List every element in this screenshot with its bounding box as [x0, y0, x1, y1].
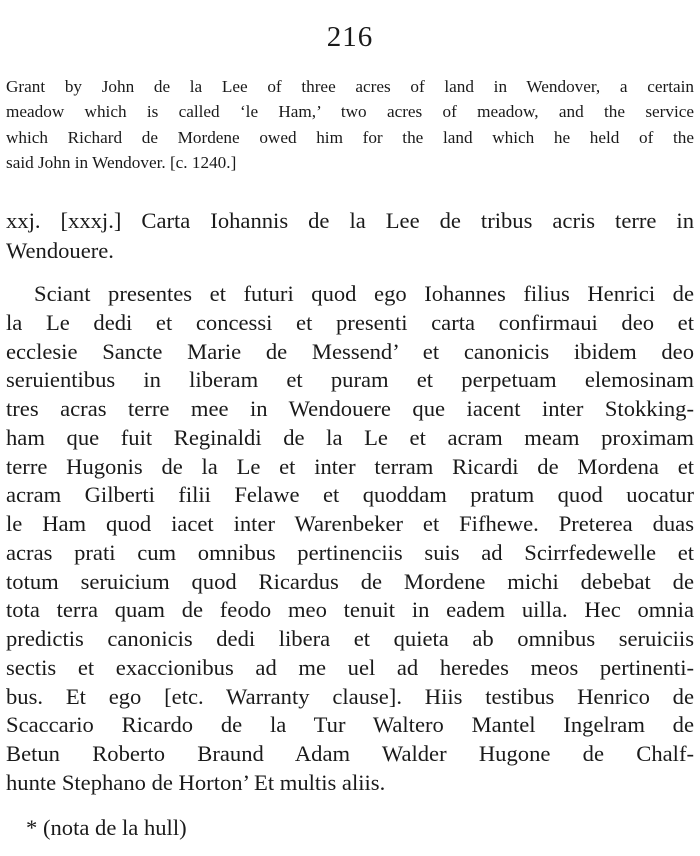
charter-line: Scaccario Ricardo de la Tur Waltero Mantel Ingelram de — [6, 712, 694, 738]
charter-line: ham que fuit Reginaldi de la Le et acram meam proximam — [6, 424, 694, 450]
summary-line: meadow which is called ‘le Ham,’ two acres of meadow, and the service — [6, 102, 694, 122]
summary-line: Grant by John de la Lee of three acres of land in Wendover, a certain — [6, 77, 694, 96]
charter-line: le Ham quod iacet inter Warenbeker et Fifhewe. Preterea duas — [6, 511, 694, 536]
charter-line: seruientibus in liberam et puram et perpetuam elemosinam — [6, 367, 694, 393]
charter-line: acram Gilberti filii Felawe et quoddam pratum quod uocatur — [6, 482, 694, 508]
charter-line: ecclesie Sancte Marie de Messend’ et canonicis ibidem deo — [6, 338, 694, 364]
charter-line: la Le dedi et concessi et presenti carta confirmaui deo et — [6, 309, 694, 335]
marginal-note: * (nota de la hull) — [26, 815, 187, 840]
heading-line: xxj. [xxxj.] Carta Iohannis de la Lee de tribus acris terre in — [6, 208, 694, 233]
charter-line: predictis canonicis dedi libera et quieta ab omnibus seruiciis — [6, 626, 694, 651]
charter-line: terre Hugonis de la Le et inter terram Ricardi de Mordena et — [6, 453, 694, 479]
charter-line: sectis et exaccionibus ad me uel ad heredes meos pertinenti- — [6, 654, 694, 680]
charter-heading — [6, 206, 694, 266]
charter-line: Sciant presentes et futuri quod ego Iohannes filius Henrici de — [34, 281, 694, 306]
charter-line: tres acras terre mee in Wendouere que iacent inter Stokking- — [6, 396, 694, 421]
charter-text — [6, 280, 694, 798]
charter-line: Betun Roberto Braund Adam Walder Hugone de Chalf- — [6, 741, 694, 766]
summary-paragraph — [6, 74, 694, 175]
summary-line: which Richard de Mordene owed him for the land which he held of the — [6, 127, 694, 147]
page-number: 216 — [326, 21, 374, 53]
heading-line: Wendouere. — [6, 238, 114, 263]
charter-line: hunte Stephano de Horton’ Et multis aliis. — [6, 769, 386, 795]
charter-line: tota terra quam de feodo meo tenuit in eadem uilla. Hec omnia — [6, 597, 694, 623]
charter-line: bus. Et ego [etc. Warranty clause]. Hiis testibus Henrico de — [6, 683, 694, 709]
summary-line: said John in Wendover. [c. 1240.] — [6, 152, 237, 172]
charter-line: totum seruicium quod Ricardus de Mordene michi debebat de — [6, 568, 694, 594]
charter-line: acras prati cum omnibus pertinenciis suis ad Scirrfedewelle et — [6, 539, 694, 565]
